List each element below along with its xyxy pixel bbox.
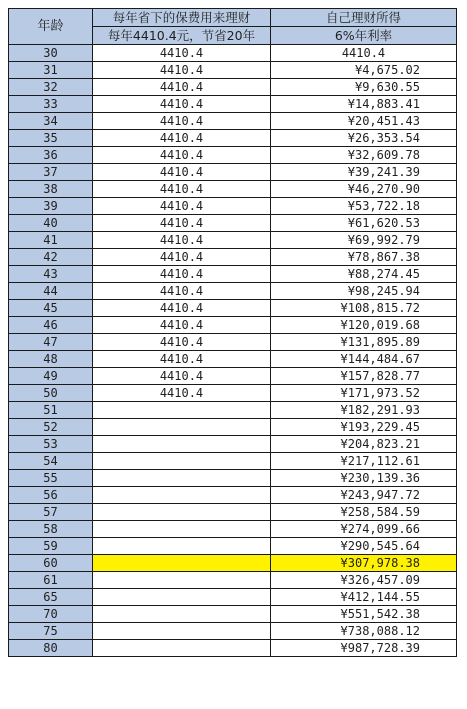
annual-saving-cell: 4410.4 xyxy=(93,300,271,317)
age-cell: 42 xyxy=(9,249,93,266)
table-row xyxy=(9,606,457,623)
header-row-1 xyxy=(9,9,457,27)
annual-saving-cell: 4410.4 xyxy=(93,113,271,130)
investment-result-cell: ¥69,992.79 xyxy=(271,232,457,249)
annual-saving-cell xyxy=(93,538,271,555)
age-cell: 51 xyxy=(9,402,93,419)
annual-saving-cell: 4410.4 xyxy=(93,283,271,300)
annual-saving-cell: 4410.4 xyxy=(93,79,271,96)
table-row xyxy=(9,436,457,453)
annual-saving-cell: 4410.4 xyxy=(93,215,271,232)
age-cell: 34 xyxy=(9,113,93,130)
investment-result-cell: ¥20,451.43 xyxy=(271,113,457,130)
age-cell: 52 xyxy=(9,419,93,436)
investment-result-cell: ¥171,973.52 xyxy=(271,385,457,402)
investment-result-cell: ¥157,828.77 xyxy=(271,368,457,385)
age-cell: 75 xyxy=(9,623,93,640)
investment-result-cell: ¥9,630.55 xyxy=(271,79,457,96)
result-column-header: 自己理财所得 xyxy=(271,9,457,27)
annual-saving-cell: 4410.4 xyxy=(93,62,271,79)
annual-saving-cell: 4410.4 xyxy=(93,181,271,198)
result-column-subheader: 6%年利率 xyxy=(271,27,457,45)
table-row xyxy=(9,232,457,249)
investment-result-cell: ¥88,274.45 xyxy=(271,266,457,283)
investment-result-cell: ¥551,542.38 xyxy=(271,606,457,623)
table-row xyxy=(9,62,457,79)
table-row xyxy=(9,521,457,538)
age-cell: 59 xyxy=(9,538,93,555)
investment-result-cell: ¥412,144.55 xyxy=(271,589,457,606)
annual-saving-cell: 4410.4 xyxy=(93,249,271,266)
age-cell: 60 xyxy=(9,555,93,572)
investment-result-cell: ¥326,457.09 xyxy=(271,572,457,589)
investment-result-cell: ¥46,270.90 xyxy=(271,181,457,198)
investment-result-cell: ¥53,722.18 xyxy=(271,198,457,215)
table-row xyxy=(9,113,457,130)
annual-saving-cell: 4410.4 xyxy=(93,385,271,402)
table-row xyxy=(9,504,457,521)
annual-saving-cell: 4410.4 xyxy=(93,164,271,181)
investment-result-cell: ¥32,609.78 xyxy=(271,147,457,164)
annual-saving-cell xyxy=(93,419,271,436)
age-cell: 37 xyxy=(9,164,93,181)
table-row xyxy=(9,402,457,419)
table-row xyxy=(9,249,457,266)
investment-result-cell: ¥39,241.39 xyxy=(271,164,457,181)
age-cell: 49 xyxy=(9,368,93,385)
table-body xyxy=(9,45,457,657)
age-cell: 55 xyxy=(9,470,93,487)
table-row xyxy=(9,589,457,606)
annual-saving-cell xyxy=(93,623,271,640)
investment-result-cell: 4410.4 xyxy=(271,45,457,62)
annual-saving-cell: 4410.4 xyxy=(93,96,271,113)
age-cell: 56 xyxy=(9,487,93,504)
annual-saving-cell xyxy=(93,521,271,538)
annual-saving-cell: 4410.4 xyxy=(93,130,271,147)
investment-result-cell: ¥14,883.41 xyxy=(271,96,457,113)
age-cell: 33 xyxy=(9,96,93,113)
table-row xyxy=(9,640,457,657)
annual-saving-cell xyxy=(93,572,271,589)
age-cell: 57 xyxy=(9,504,93,521)
age-cell: 43 xyxy=(9,266,93,283)
investment-result-cell: ¥182,291.93 xyxy=(271,402,457,419)
annual-saving-cell: 4410.4 xyxy=(93,317,271,334)
table-row xyxy=(9,198,457,215)
table-row xyxy=(9,45,457,62)
table-row xyxy=(9,487,457,504)
age-cell: 50 xyxy=(9,385,93,402)
annual-saving-cell xyxy=(93,470,271,487)
table-row xyxy=(9,334,457,351)
annual-saving-cell xyxy=(93,487,271,504)
annual-saving-cell xyxy=(93,606,271,623)
table-row xyxy=(9,385,457,402)
age-cell: 30 xyxy=(9,45,93,62)
annual-saving-cell xyxy=(93,504,271,521)
annual-saving-cell: 4410.4 xyxy=(93,45,271,62)
table-row xyxy=(9,419,457,436)
table-row xyxy=(9,147,457,164)
age-cell: 48 xyxy=(9,351,93,368)
age-cell: 32 xyxy=(9,79,93,96)
table-row xyxy=(9,283,457,300)
annual-saving-cell xyxy=(93,436,271,453)
age-cell: 31 xyxy=(9,62,93,79)
investment-result-cell: ¥26,353.54 xyxy=(271,130,457,147)
investment-result-cell: ¥274,099.66 xyxy=(271,521,457,538)
table-row xyxy=(9,96,457,113)
annual-saving-cell: 4410.4 xyxy=(93,368,271,385)
investment-result-cell: ¥307,978.38 xyxy=(271,555,457,572)
table-row xyxy=(9,164,457,181)
investment-result-cell: ¥98,245.94 xyxy=(271,283,457,300)
age-cell: 80 xyxy=(9,640,93,657)
investment-result-cell: ¥144,484.67 xyxy=(271,351,457,368)
age-cell: 45 xyxy=(9,300,93,317)
age-cell: 53 xyxy=(9,436,93,453)
investment-result-cell: ¥204,823.21 xyxy=(271,436,457,453)
table-row xyxy=(9,79,457,96)
age-cell: 41 xyxy=(9,232,93,249)
annual-saving-cell: 4410.4 xyxy=(93,232,271,249)
table-row xyxy=(9,351,457,368)
investment-result-cell: ¥108,815.72 xyxy=(271,300,457,317)
age-cell: 70 xyxy=(9,606,93,623)
age-cell: 54 xyxy=(9,453,93,470)
investment-result-cell: ¥61,620.53 xyxy=(271,215,457,232)
investment-result-cell: ¥120,019.68 xyxy=(271,317,457,334)
investment-result-cell: ¥290,545.64 xyxy=(271,538,457,555)
age-cell: 46 xyxy=(9,317,93,334)
age-cell: 36 xyxy=(9,147,93,164)
investment-result-cell: ¥217,112.61 xyxy=(271,453,457,470)
savings-column-header: 每年省下的保费用来理财 xyxy=(93,9,271,27)
age-cell: 65 xyxy=(9,589,93,606)
table-row xyxy=(9,555,457,572)
table-row xyxy=(9,623,457,640)
investment-result-cell: ¥987,728.39 xyxy=(271,640,457,657)
annual-saving-cell: 4410.4 xyxy=(93,334,271,351)
table-row xyxy=(9,266,457,283)
annual-saving-cell xyxy=(93,640,271,657)
age-cell: 61 xyxy=(9,572,93,589)
annual-saving-cell xyxy=(93,589,271,606)
investment-result-cell: ¥230,139.36 xyxy=(271,470,457,487)
age-cell: 39 xyxy=(9,198,93,215)
table-row xyxy=(9,215,457,232)
investment-result-cell: ¥4,675.02 xyxy=(271,62,457,79)
age-cell: 40 xyxy=(9,215,93,232)
annual-saving-cell: 4410.4 xyxy=(93,198,271,215)
table-row xyxy=(9,572,457,589)
table-row xyxy=(9,470,457,487)
savings-column-subheader: 每年4410.4元，节省20年 xyxy=(93,27,271,45)
table-row xyxy=(9,181,457,198)
investment-result-cell: ¥243,947.72 xyxy=(271,487,457,504)
age-cell: 47 xyxy=(9,334,93,351)
table-row xyxy=(9,300,457,317)
table-row xyxy=(9,317,457,334)
table-row xyxy=(9,453,457,470)
annual-saving-cell: 4410.4 xyxy=(93,351,271,368)
annual-saving-cell xyxy=(93,555,271,572)
annual-saving-cell: 4410.4 xyxy=(93,147,271,164)
age-cell: 44 xyxy=(9,283,93,300)
table-row xyxy=(9,538,457,555)
savings-comparison-table xyxy=(8,8,457,657)
annual-saving-cell xyxy=(93,453,271,470)
investment-result-cell: ¥78,867.38 xyxy=(271,249,457,266)
investment-result-cell: ¥131,895.89 xyxy=(271,334,457,351)
age-cell: 38 xyxy=(9,181,93,198)
investment-result-cell: ¥738,088.12 xyxy=(271,623,457,640)
age-column-header: 年龄 xyxy=(9,9,93,45)
age-cell: 58 xyxy=(9,521,93,538)
annual-saving-cell: 4410.4 xyxy=(93,266,271,283)
age-cell: 35 xyxy=(9,130,93,147)
annual-saving-cell xyxy=(93,402,271,419)
table-header xyxy=(9,9,457,45)
table-row xyxy=(9,130,457,147)
investment-result-cell: ¥193,229.45 xyxy=(271,419,457,436)
savings-table-container xyxy=(8,8,456,657)
investment-result-cell: ¥258,584.59 xyxy=(271,504,457,521)
table-row xyxy=(9,368,457,385)
